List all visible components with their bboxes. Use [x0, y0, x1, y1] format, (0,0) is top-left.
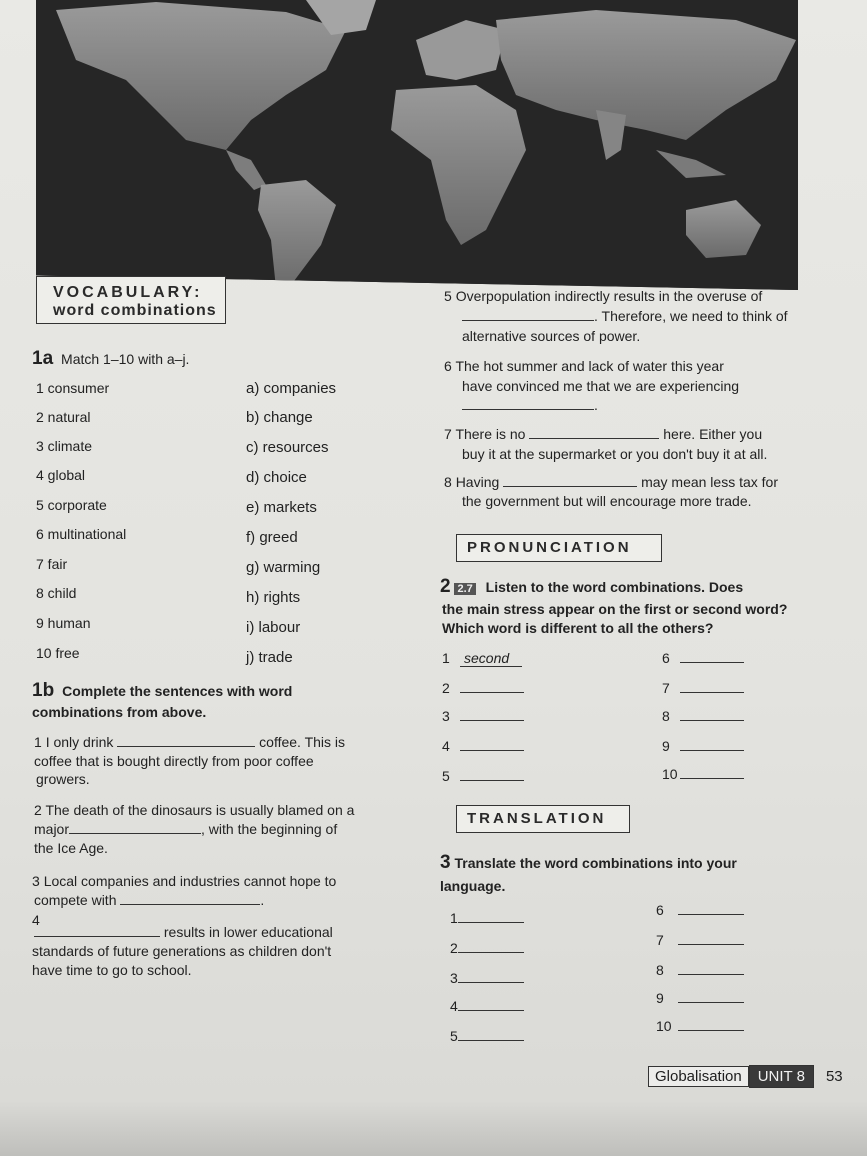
answer-number: 4 — [442, 738, 450, 754]
translation-section-header — [456, 805, 630, 833]
match-right-item: g) warming — [246, 559, 321, 576]
sentence-7-line2: buy it at the supermarket or you don't buy it at all. — [462, 446, 768, 462]
answer-number: 6 — [662, 650, 670, 666]
answer-number: 3 — [442, 708, 450, 724]
answer-blank[interactable] — [458, 1010, 524, 1011]
match-left-item: 1 consumer — [36, 380, 110, 396]
pronunciation-answer-row — [442, 768, 524, 784]
match-left-item: 7 fair — [36, 556, 68, 572]
sentence-7-blank[interactable] — [529, 438, 659, 439]
answer-number: 9 — [656, 990, 664, 1006]
answer-blank[interactable]: second — [460, 650, 522, 667]
vocabulary-subtitle: word combinations — [53, 302, 217, 319]
pronunciation-answer-row — [442, 680, 524, 696]
answer-number: 5 — [450, 1028, 458, 1044]
sentence-8-blank[interactable] — [503, 486, 637, 487]
sentence-2-blank[interactable] — [69, 833, 201, 834]
answer-number: 4 — [450, 998, 458, 1014]
answer-number: 2 — [442, 680, 450, 696]
answer-number: 8 — [656, 962, 664, 978]
exercise-1b-instruction-line2: combinations from above. — [32, 704, 207, 720]
match-right-item: e) markets — [246, 499, 317, 516]
answer-blank[interactable] — [680, 720, 744, 721]
exercise-2-instruction-line3: Which word is different to all the others? — [442, 620, 714, 636]
answer-blank[interactable] — [458, 922, 524, 923]
sentence-4-blank[interactable] — [34, 936, 160, 937]
page-footer — [648, 1064, 843, 1088]
pronunciation-answer-row — [662, 766, 744, 782]
page-shadow — [0, 1100, 867, 1156]
sentence-4-num: 4 — [32, 912, 40, 928]
match-right-item: b) change — [246, 409, 313, 426]
answer-number: 5 — [442, 768, 450, 784]
match-left-item: 6 multinational — [36, 526, 127, 542]
answer-number: 2 — [450, 940, 458, 956]
match-left-item: 3 climate — [36, 438, 93, 454]
sentence-1-line1: 1 I only drink coffee. This is — [34, 734, 346, 750]
answer-number: 3 — [450, 970, 458, 986]
answer-blank[interactable] — [678, 914, 744, 915]
answer-blank[interactable] — [460, 720, 524, 721]
pronunciation-answer-row — [662, 650, 744, 666]
sentence-3-line1: 3 Local companies and industries cannot hope to — [32, 873, 337, 889]
match-left-item: 9 human — [36, 615, 91, 631]
answer-blank[interactable] — [458, 1040, 524, 1041]
pronunciation-answer-row — [442, 708, 524, 724]
sentence-6-line2: have convinced me that we are experiencing — [462, 378, 740, 394]
pronunciation-answer-row — [662, 708, 744, 724]
answer-number: 7 — [662, 680, 670, 696]
answer-blank[interactable] — [458, 952, 524, 953]
translation-answer-row — [656, 990, 744, 1006]
exercise-2-heading: 2 2.7 Listen to the word combinations. Does — [440, 576, 744, 597]
pronunciation-answer-row — [442, 650, 522, 667]
pronunciation-answer-row — [442, 738, 524, 754]
sentence-6-line3: . — [462, 397, 598, 413]
sentence-4-line3: have time to go to school. — [32, 962, 192, 978]
footer-unit: UNIT 8 — [749, 1065, 814, 1088]
translation-title: TRANSLATION — [467, 810, 607, 827]
sentence-2-line3: the Ice Age. — [34, 840, 108, 856]
sentence-2-line2: major , with the beginning of — [34, 821, 338, 837]
footer-topic: Globalisation — [648, 1066, 749, 1087]
answer-blank[interactable] — [678, 1002, 744, 1003]
sentence-7-line1: 7 There is no here. Either you — [444, 426, 763, 442]
pronunciation-title: PRONUNCIATION — [467, 539, 632, 556]
sentence-1-line2: coffee that is bought directly from poor coffee — [34, 753, 314, 769]
match-right-item: h) rights — [246, 589, 301, 606]
answer-blank[interactable] — [460, 750, 524, 751]
match-left-item: 2 natural — [36, 409, 91, 425]
pronunciation-answer-row — [662, 680, 744, 696]
match-right-item: j) trade — [246, 649, 293, 666]
answer-blank[interactable] — [680, 662, 744, 663]
translation-answer-row — [450, 998, 524, 1014]
match-right-item: d) choice — [246, 469, 307, 486]
sentence-5-line2: . Therefore, we need to think of — [462, 308, 788, 324]
answer-blank[interactable] — [678, 974, 744, 975]
sentence-2-line1: 2 The death of the dinosaurs is usually blamed on a — [34, 802, 355, 818]
sentence-1-line3: growers. — [36, 771, 90, 787]
translation-answer-row — [656, 1018, 744, 1034]
exercise-3-instruction-line2: language. — [440, 878, 506, 894]
sentence-8-line2: the government but will encourage more trade. — [462, 493, 752, 509]
match-left-item: 8 child — [36, 585, 77, 601]
sentence-3-line2: compete with . — [34, 892, 265, 908]
match-left-item: 5 corporate — [36, 497, 107, 513]
sentence-6-blank[interactable] — [462, 409, 594, 410]
answer-blank[interactable] — [678, 944, 744, 945]
match-left-item: 10 free — [36, 645, 80, 661]
pronunciation-answer-row — [662, 738, 744, 754]
sentence-3-blank[interactable] — [120, 904, 260, 905]
answer-number: 8 — [662, 708, 670, 724]
answer-blank[interactable] — [460, 780, 524, 781]
answer-number: 7 — [656, 932, 664, 948]
answer-number: 10 — [662, 766, 678, 782]
answer-blank[interactable] — [680, 692, 744, 693]
sentence-5-blank[interactable] — [462, 320, 594, 321]
answer-blank[interactable] — [680, 750, 744, 751]
translation-answer-row — [450, 1028, 524, 1044]
match-right-item: a) companies — [246, 380, 337, 397]
sentence-8-line1: 8 Having may mean less tax for — [444, 474, 778, 490]
match-right-item: f) greed — [246, 529, 298, 546]
answer-blank[interactable] — [678, 1030, 744, 1031]
sentence-5-line1: 5 Overpopulation indirectly results in the overuse of — [444, 288, 763, 304]
sentence-1-blank[interactable] — [117, 746, 255, 747]
answer-number: 1 — [450, 910, 458, 926]
vocabulary-title: VOCABULARY: — [53, 284, 203, 301]
sentence-4-line1: results in lower educational — [34, 924, 333, 940]
exercise-1b-heading: 1b Complete the sentences with word — [32, 680, 293, 701]
sentence-4-line2: standards of future generations as children don't — [32, 943, 332, 959]
page-number: 53 — [825, 1067, 843, 1085]
pronunciation-section-header — [456, 534, 662, 562]
translation-answer-row — [656, 962, 744, 978]
answer-number: 10 — [656, 1018, 672, 1034]
vocabulary-section-header — [36, 276, 226, 324]
translation-answer-row — [450, 940, 524, 956]
audio-track-icon[interactable]: 2.7 — [454, 583, 475, 595]
exercise-2-instruction-line2: the main stress appear on the first or second word? — [442, 601, 788, 617]
answer-number: 9 — [662, 738, 670, 754]
match-left-item: 4 global — [36, 467, 86, 483]
answer-blank[interactable] — [680, 778, 744, 779]
world-map-image — [36, 0, 798, 290]
translation-answer-row — [656, 932, 744, 948]
translation-answer-row — [450, 970, 524, 986]
answer-blank[interactable] — [460, 692, 524, 693]
exercise-1a-heading: 1a Match 1–10 with a–j. — [32, 348, 190, 369]
sentence-6-line1: 6 The hot summer and lack of water this year — [444, 358, 724, 374]
answer-number: 1 — [442, 650, 450, 666]
match-right-item: i) labour — [246, 619, 301, 636]
answer-blank[interactable] — [458, 982, 524, 983]
sentence-5-line3: alternative sources of power. — [462, 328, 641, 344]
answer-number: 6 — [656, 902, 664, 918]
exercise-3-heading: 3 Translate the word combinations into your — [440, 852, 737, 873]
world-map-graphic — [36, 0, 798, 290]
match-right-item: c) resources — [246, 439, 329, 456]
translation-answer-row — [450, 910, 524, 926]
translation-answer-row — [656, 902, 744, 918]
